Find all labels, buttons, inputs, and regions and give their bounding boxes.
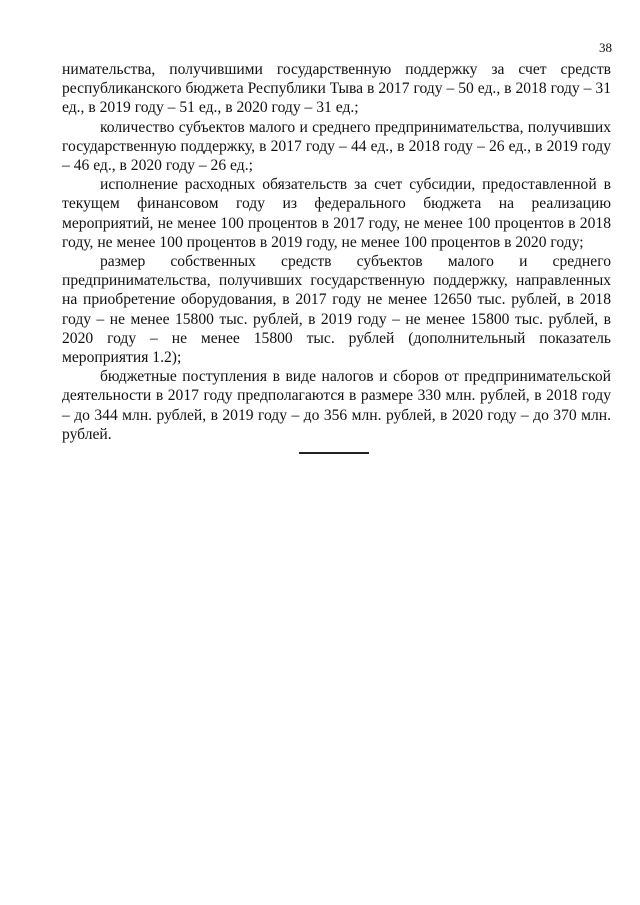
end-of-section-divider — [299, 452, 369, 454]
paragraph-subsidy-execution: исполнение расходных обязательств за счет субсидии, предоставленной в текущем финансовом году из федерального бюджета на реализацию мероприятий, не менее 100 процентов в 2017 году, не менее 100 процентов в 2018 году, не менее 100 процентов в 2019 году, не менее 100 процентов в 2020 году; — [62, 176, 611, 251]
paragraph-subjects-count: количество субъектов малого и среднего предпринимательства, получивших государственную поддержку, в 2017 году – 44 ед., в 2018 году – 26 ед., в 2019 году – 46 ед., в 2020 году – 26 ед.; — [62, 118, 611, 175]
paragraph-budget-revenue: бюджетные поступления в виде налогов и сборов от предпринимательской деятельности в 2017 году предполагаются в размере 330 млн. рублей, в 2018 году – до 344 млн. рублей, в 2019 году – до 356 млн. рублей, в 2020 году – до 370 млн. рублей. — [62, 368, 611, 443]
page-number: 38 — [599, 40, 612, 55]
paragraph-own-funds: размер собственных средств субъектов малого и среднего предпринимательства, получивших государственную поддержку, направленных на приобретение оборудования, в 2017 году не менее 12650 тыс. рублей, в 2018 году – не менее 15800 тыс. рублей, в 2019 году – не менее 15800 тыс. рублей, в 2020 году – не менее 15800 тыс. рублей (дополнительный показатель мероприятия 1.2); — [62, 253, 611, 367]
document-body — [62, 60, 611, 444]
paragraph-continuation: нимательства, получившими государственную поддержку за счет средств республиканского бюджета Республики Тыва в 2017 году – 50 ед., в 2018 году – 31 ед., в 2019 году – 51 ед., в 2020 году – 31 ед.; — [62, 61, 611, 117]
